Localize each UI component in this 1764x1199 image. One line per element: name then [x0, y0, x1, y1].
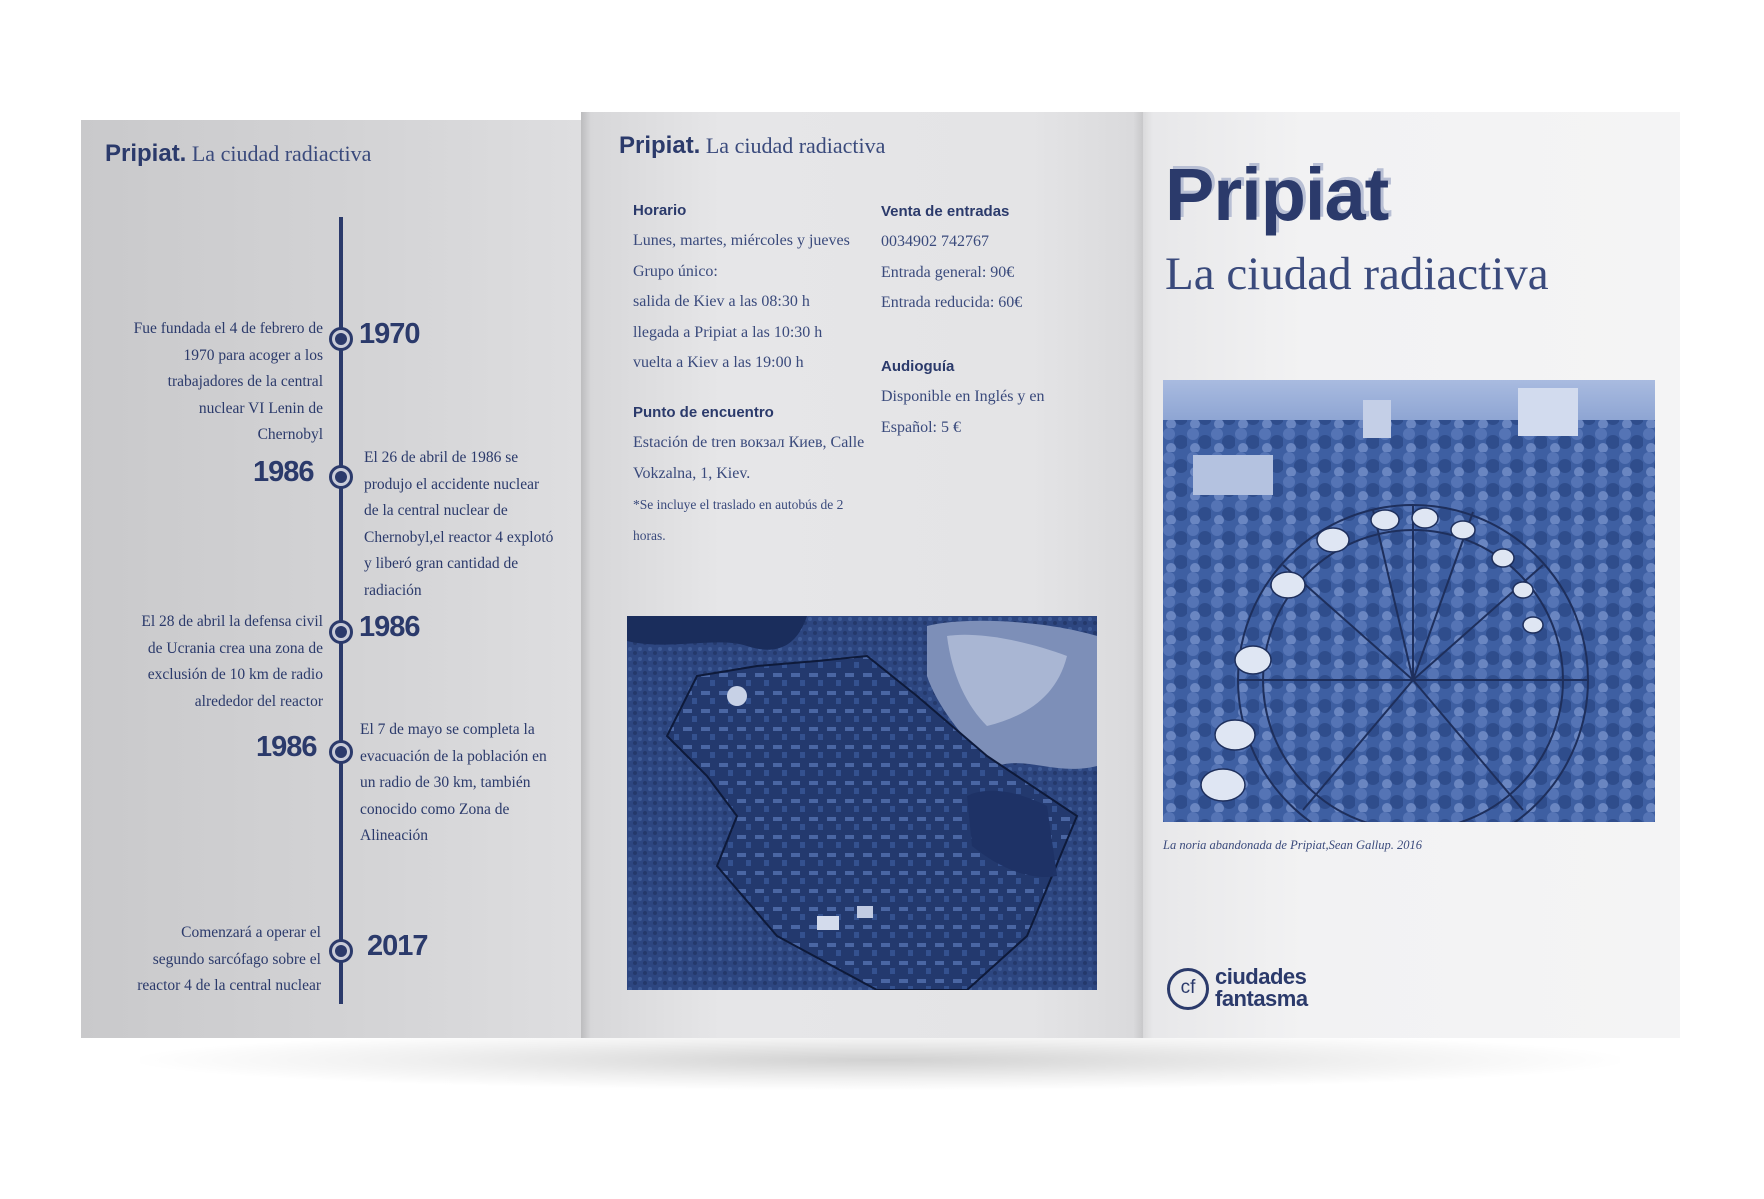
timeline-text-line: Chernobyl: [257, 426, 323, 443]
timeline-text-line: El 28 de abril la defensa civil: [141, 613, 323, 630]
header-bold: Pripiat.: [105, 140, 187, 167]
schedule-heading: Horario: [633, 202, 687, 219]
timeline-text-line: 1970 para acoger a los: [183, 346, 323, 364]
timeline-text-line: radiación: [364, 581, 422, 599]
schedule-line: Grupo único:: [633, 263, 718, 280]
timeline-text-line: Comenzará a operar el: [181, 924, 321, 941]
photo-caption: La noria abandonada de Pripiat,Sean Gallup. 2016: [1163, 838, 1423, 852]
tickets-line: Entrada reducida: 60€: [881, 294, 1023, 311]
timeline-year: 1986: [253, 456, 314, 488]
schedule-line: llegada a Pripiat a las 10:30 h: [633, 324, 823, 341]
tickets-line: 0034902 742767: [881, 233, 989, 250]
timeline-marker: [329, 939, 353, 963]
timeline-text-line: trabajadores de la central: [167, 373, 323, 390]
timeline-text: [360, 717, 575, 850]
ciudades-fantasma-logo: [1167, 964, 1327, 1020]
timeline-text-line: nuclear VI Lenin de: [198, 399, 323, 417]
timeline-year: 1970: [359, 318, 420, 350]
timeline-text-line: conocido como Zona de: [360, 800, 510, 818]
timeline-text-line: exclusión de 10 km de radio: [147, 666, 323, 683]
header-rest: La ciudad radiactiva: [705, 133, 886, 158]
audioguide-line: Disponible en Inglés y en: [881, 388, 1045, 405]
fold-crease: [581, 112, 591, 1038]
ferris-wheel-photo: [1163, 380, 1655, 822]
schedule-line: vuelta a Kiev a las 19:00 h: [633, 354, 804, 371]
timeline-panel: [81, 120, 581, 1038]
satellite-map-drawing: [627, 616, 1097, 990]
timeline-marker: [329, 620, 353, 644]
meeting-point-line: Vokzalna, 1, Kiev.: [633, 465, 751, 482]
logo-text-line2: fantasma: [1215, 986, 1308, 1011]
timeline-text-line: produjo el accidente nuclear: [364, 475, 540, 493]
meeting-point-heading: Punto de encuentro: [633, 404, 774, 421]
meeting-point-line: Estación de tren вокзал Киев, Calle: [633, 434, 865, 451]
timeline-year: 2017: [367, 930, 428, 962]
ferris-wheel-drawing: [1163, 380, 1655, 822]
timeline-text: [91, 920, 321, 1000]
timeline-marker: [329, 327, 353, 351]
timeline-text-line: segundo sarcófago sobre el: [152, 950, 321, 968]
timeline-marker: [329, 740, 353, 764]
timeline-text: [91, 316, 323, 449]
logo-mark: cf: [1167, 968, 1209, 1010]
timeline-text: [91, 609, 323, 715]
header-rest: La ciudad radiactiva: [191, 141, 372, 166]
audioguide-line: Español: 5 €: [881, 419, 961, 436]
tickets-line: Entrada general: 90€: [881, 264, 1015, 281]
timeline-text-line: Chernobyl,el reactor 4 explotó: [364, 528, 554, 546]
timeline-text-line: El 26 de abril de 1986 se: [364, 449, 519, 466]
timeline-text-line: y liberó gran cantidad de: [364, 555, 519, 572]
timeline-text-line: de Ucrania crea una zona de: [147, 639, 323, 657]
timeline-text-line: de la central nuclear de: [364, 502, 508, 519]
timeline-text-line: El 7 de mayo se completa la: [360, 721, 535, 738]
panel-header: [619, 132, 885, 160]
schedule-line: salida de Kiev a las 08:30 h: [633, 293, 810, 310]
satellite-map-image: [627, 616, 1097, 990]
tickets-heading: Venta de entradas: [881, 203, 1010, 220]
logo-text-line1: ciudades: [1215, 964, 1307, 989]
timeline-marker: [329, 465, 353, 489]
timeline-text-line: alrededor del reactor: [194, 692, 323, 710]
info-panel: [581, 112, 1143, 1038]
cover-title: Pripiat: [1165, 153, 1389, 236]
timeline-text-line: Alineación: [360, 827, 429, 844]
trifold-brochure: [81, 112, 1680, 1038]
timeline-year: 1986: [359, 611, 420, 643]
transfer-note: horas.: [633, 528, 666, 543]
timeline-text-line: un radio de 30 km, también: [360, 774, 531, 791]
schedule-line: Lunes, martes, miércoles y jueves: [633, 232, 850, 249]
brochure-shadow: [140, 1030, 1620, 1090]
timeline-text-line: Fue fundada el 4 de febrero de: [133, 320, 323, 337]
panel-header: [105, 140, 371, 168]
fold-crease: [1143, 112, 1153, 1038]
header-bold: Pripiat.: [619, 132, 701, 159]
timeline-text-line: evacuación de la población en: [360, 747, 547, 765]
fold-crease: [1133, 112, 1143, 1038]
cover-panel: [1143, 112, 1680, 1038]
timeline-text: [364, 445, 579, 604]
timeline-year: 1986: [256, 731, 317, 763]
timeline-text-line: reactor 4 de la central nuclear: [137, 977, 321, 994]
cover-subtitle: La ciudad radiactiva: [1165, 248, 1549, 300]
transfer-note: *Se incluye el traslado en autobús de 2: [633, 497, 844, 512]
audioguide-heading: Audioguía: [881, 358, 955, 375]
